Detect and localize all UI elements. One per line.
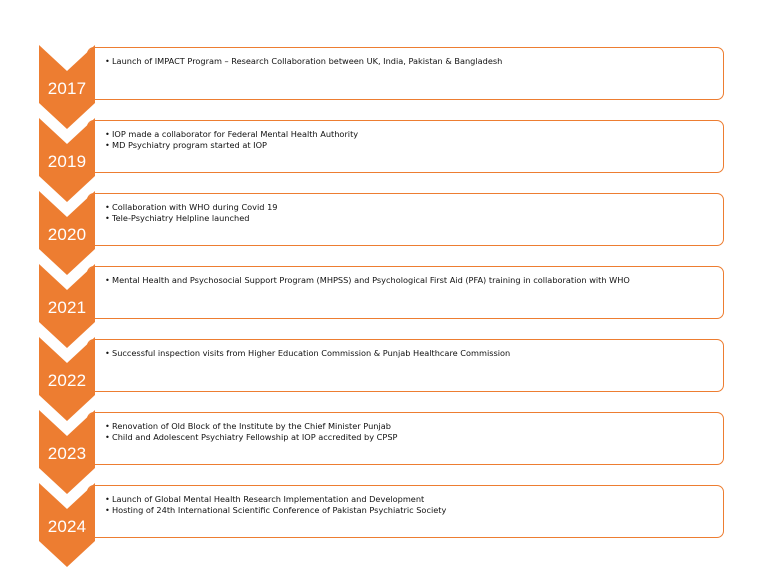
milestone-list [108, 275, 720, 286]
milestone-item: • MD Psychiatry program started at IOP [108, 140, 720, 151]
milestone-box [87, 339, 724, 392]
year-label: 2020 [47, 225, 87, 244]
milestone-item: • Launch of IMPACT Program – Research Collaboration between UK, India, Pakistan & Bangladesh [108, 56, 720, 67]
milestone-item: • Successful inspection visits from Higher Education Commission & Punjab Healthcare Commission [108, 348, 720, 359]
milestone-list [108, 129, 720, 151]
milestone-box [87, 47, 724, 100]
milestone-item: • Renovation of Old Block of the Institute by the Chief Minister Punjab [108, 421, 720, 432]
year-label: 2023 [47, 444, 87, 463]
milestone-item: • Collaboration with WHO during Covid 19 [108, 202, 720, 213]
year-label: 2017 [47, 79, 87, 98]
milestone-list [108, 494, 720, 516]
year-label: 2024 [47, 517, 87, 536]
year-label: 2022 [47, 371, 87, 390]
milestone-item: • Mental Health and Psychosocial Support Program (MHPSS) and Psychological First Aid (PFA) training in collaboration with WHO [108, 275, 720, 286]
milestone-list [108, 202, 720, 224]
milestone-item: • Launch of Global Mental Health Research Implementation and Development [108, 494, 720, 505]
milestone-list [108, 421, 720, 443]
milestone-box [87, 266, 724, 319]
milestone-item: • Tele-Psychiatry Helpline launched [108, 213, 720, 224]
year-label: 2019 [47, 152, 87, 171]
milestone-list [108, 56, 720, 67]
milestone-item: • Child and Adolescent Psychiatry Fellowship at IOP accredited by CPSP [108, 432, 720, 443]
year-label: 2021 [47, 298, 87, 317]
milestone-item: • IOP made a collaborator for Federal Mental Health Authority [108, 129, 720, 140]
timeline-row [0, 483, 768, 573]
milestone-list [108, 348, 720, 359]
milestone-item: • Hosting of 24th International Scientific Conference of Pakistan Psychiatric Society [108, 505, 720, 516]
